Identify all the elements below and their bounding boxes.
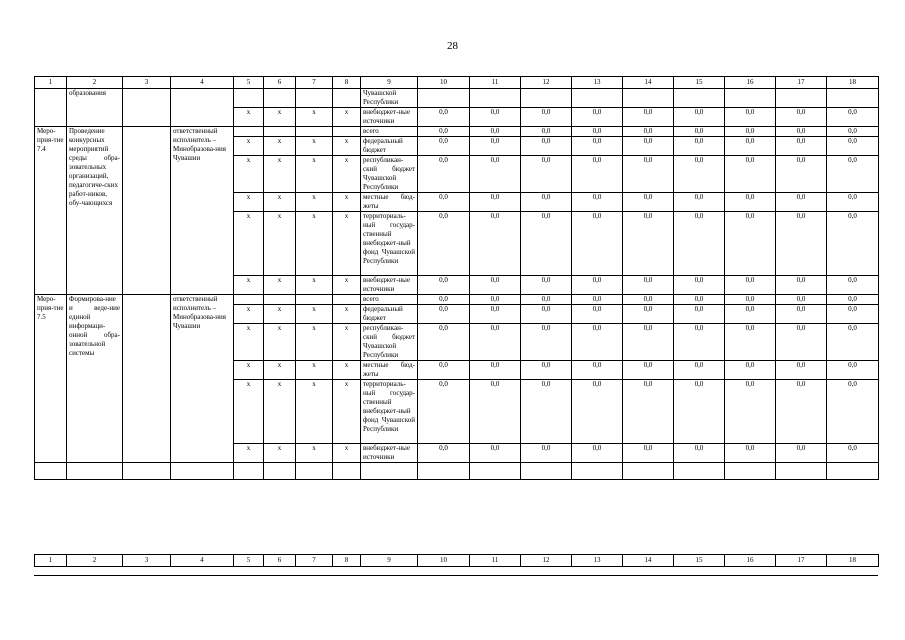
- header-cell: 18: [827, 77, 879, 89]
- x-mark: х: [296, 324, 333, 361]
- value-cell: 0,0: [674, 324, 725, 361]
- value-cell: 0,0: [776, 380, 827, 444]
- header-cell: 12: [521, 77, 572, 89]
- header-cell: 15: [674, 77, 725, 89]
- x-mark: х: [296, 108, 333, 127]
- x-mark: х: [264, 276, 296, 295]
- x-mark: х: [333, 156, 361, 193]
- x-mark: х: [296, 193, 333, 212]
- value-cell: 0,0: [470, 137, 521, 156]
- value-cell: 0,0: [725, 295, 776, 305]
- header-cell: 11: [470, 555, 521, 567]
- x-mark: х: [296, 137, 333, 156]
- value-cell: 0,0: [725, 156, 776, 193]
- value-cell: 0,0: [572, 324, 623, 361]
- value-cell: 0,0: [572, 380, 623, 444]
- header-cell: 9: [361, 77, 418, 89]
- table-cell: [296, 89, 333, 108]
- value-cell: 0,0: [725, 212, 776, 276]
- table-cell: [333, 89, 361, 108]
- x-mark: х: [333, 444, 361, 463]
- funding-source: Чувашской Республики: [361, 89, 418, 108]
- x-mark: х: [234, 305, 264, 324]
- value-cell: 0,0: [418, 193, 470, 212]
- value-cell: 0,0: [521, 324, 572, 361]
- x-mark: х: [296, 156, 333, 193]
- value-cell: 0,0: [418, 380, 470, 444]
- table-cell: [171, 89, 234, 127]
- value-cell: 0,0: [521, 108, 572, 127]
- activity-id: Меро-прия-тие 7.4: [35, 127, 67, 295]
- value-cell: 0,0: [623, 212, 674, 276]
- value-cell: 0,0: [827, 324, 879, 361]
- value-cell: 0,0: [470, 156, 521, 193]
- header-cell: 10: [418, 77, 470, 89]
- x-mark: х: [264, 156, 296, 193]
- value-cell: 0,0: [827, 305, 879, 324]
- spacer-row: [35, 463, 879, 480]
- x-mark: х: [264, 361, 296, 380]
- value-cell: 0,0: [623, 305, 674, 324]
- header-cell: 8: [333, 555, 361, 567]
- header-cell: 12: [521, 555, 572, 567]
- value-cell: 0,0: [674, 295, 725, 305]
- header-cell: 16: [725, 77, 776, 89]
- table-cell: [470, 89, 521, 108]
- value-cell: 0,0: [776, 127, 827, 137]
- value-cell: 0,0: [470, 295, 521, 305]
- table-cell: [123, 89, 171, 127]
- value-cell: 0,0: [827, 212, 879, 276]
- header-cell: 13: [572, 77, 623, 89]
- value-cell: 0,0: [470, 127, 521, 137]
- value-cell: 0,0: [674, 127, 725, 137]
- x-mark: х: [296, 305, 333, 324]
- value-cell: 0,0: [725, 324, 776, 361]
- value-cell: 0,0: [674, 193, 725, 212]
- value-cell: 0,0: [470, 324, 521, 361]
- value-cell: 0,0: [521, 127, 572, 137]
- x-mark: х: [234, 361, 264, 380]
- table-cell: [123, 127, 171, 295]
- table-cell: [521, 89, 572, 108]
- table-cell: [35, 89, 67, 127]
- header-cell: 8: [333, 77, 361, 89]
- funding-source: территориаль-ный государ-ственный внебюджет-ный фонд Чувашской Республики: [361, 212, 418, 276]
- value-cell: 0,0: [776, 156, 827, 193]
- table-cell: [264, 89, 296, 108]
- table-cell: [67, 463, 123, 480]
- value-cell: 0,0: [725, 108, 776, 127]
- value-cell: 0,0: [776, 444, 827, 463]
- x-mark: х: [333, 380, 361, 444]
- table-cell: [333, 295, 361, 305]
- value-cell: 0,0: [776, 361, 827, 380]
- value-cell: 0,0: [572, 212, 623, 276]
- value-cell: 0,0: [470, 276, 521, 295]
- activity-id: Меро-прия-тие 7.5: [35, 295, 67, 463]
- header-cell: 4: [171, 555, 234, 567]
- value-cell: 0,0: [827, 108, 879, 127]
- value-cell: 0,0: [827, 193, 879, 212]
- value-cell: 0,0: [674, 305, 725, 324]
- page-number: 28: [447, 40, 458, 52]
- x-mark: х: [296, 212, 333, 276]
- table-cell: [234, 89, 264, 108]
- x-mark: х: [333, 193, 361, 212]
- value-cell: 0,0: [572, 127, 623, 137]
- funding-source: территориаль-ный государ-ственный внебюджет-ный фонд Чувашской Республики: [361, 380, 418, 444]
- header-cell: 14: [623, 77, 674, 89]
- value-cell: 0,0: [674, 212, 725, 276]
- table-cell: [123, 295, 171, 463]
- table-cell: [418, 89, 470, 108]
- value-cell: 0,0: [623, 108, 674, 127]
- value-cell: 0,0: [418, 361, 470, 380]
- funding-source: республикан-ский бюджет Чувашской Республики: [361, 156, 418, 193]
- value-cell: 0,0: [623, 137, 674, 156]
- table-row: [35, 89, 879, 108]
- value-cell: 0,0: [674, 361, 725, 380]
- table-cell: [123, 463, 171, 480]
- value-cell: 0,0: [418, 324, 470, 361]
- x-mark: х: [333, 324, 361, 361]
- value-cell: 0,0: [725, 193, 776, 212]
- x-mark: х: [234, 212, 264, 276]
- x-mark: х: [333, 305, 361, 324]
- value-cell: 0,0: [572, 295, 623, 305]
- value-cell: 0,0: [470, 444, 521, 463]
- value-cell: 0,0: [470, 193, 521, 212]
- value-cell: 0,0: [725, 127, 776, 137]
- header-cell: 6: [264, 77, 296, 89]
- table-cell: [296, 463, 333, 480]
- table-cell: [827, 463, 879, 480]
- funding-source: внебюджет-ные источники: [361, 444, 418, 463]
- value-cell: 0,0: [725, 361, 776, 380]
- value-cell: 0,0: [827, 295, 879, 305]
- value-cell: 0,0: [418, 276, 470, 295]
- funding-source: местные бюд-жеты: [361, 193, 418, 212]
- value-cell: 0,0: [572, 156, 623, 193]
- value-cell: 0,0: [623, 127, 674, 137]
- value-cell: 0,0: [776, 137, 827, 156]
- activity-executor: ответственный исполнитель – Минобразова-ния Чувашии: [171, 295, 234, 463]
- value-cell: 0,0: [470, 380, 521, 444]
- value-cell: 0,0: [418, 137, 470, 156]
- header-cell: 5: [234, 555, 264, 567]
- value-cell: 0,0: [418, 212, 470, 276]
- value-cell: 0,0: [674, 380, 725, 444]
- header-cell: 1: [35, 77, 67, 89]
- header-cell: 2: [67, 555, 123, 567]
- table-cell: [572, 463, 623, 480]
- header-cell: 9: [361, 555, 418, 567]
- funding-source: республикан-ский бюджет Чувашской Республики: [361, 324, 418, 361]
- table-cell: [418, 463, 470, 480]
- header-row: [35, 555, 879, 567]
- x-mark: х: [333, 108, 361, 127]
- value-cell: 0,0: [470, 212, 521, 276]
- x-mark: х: [234, 193, 264, 212]
- value-cell: 0,0: [418, 295, 470, 305]
- value-cell: 0,0: [521, 276, 572, 295]
- table-cell: [674, 89, 725, 108]
- value-cell: 0,0: [674, 156, 725, 193]
- value-cell: 0,0: [776, 324, 827, 361]
- x-mark: х: [296, 276, 333, 295]
- footer-rule: [34, 575, 878, 576]
- value-cell: 0,0: [470, 305, 521, 324]
- activity-name: образования: [67, 89, 123, 127]
- x-mark: х: [234, 276, 264, 295]
- table-cell: [361, 463, 418, 480]
- value-cell: 0,0: [418, 127, 470, 137]
- table-cell: [296, 295, 333, 305]
- value-cell: 0,0: [521, 193, 572, 212]
- x-mark: х: [296, 444, 333, 463]
- value-cell: 0,0: [623, 295, 674, 305]
- value-cell: 0,0: [623, 380, 674, 444]
- x-mark: х: [264, 193, 296, 212]
- header-cell: 18: [827, 555, 879, 567]
- x-mark: х: [333, 137, 361, 156]
- x-mark: х: [264, 324, 296, 361]
- funding-source: федеральный бюджет: [361, 137, 418, 156]
- budget-table: [34, 76, 879, 480]
- value-cell: 0,0: [725, 276, 776, 295]
- funding-source: внебюджет-ные источники: [361, 108, 418, 127]
- header-cell: 17: [776, 555, 827, 567]
- header-cell: 1: [35, 555, 67, 567]
- table-cell: [296, 127, 333, 137]
- header-cell: 5: [234, 77, 264, 89]
- value-cell: 0,0: [674, 276, 725, 295]
- x-mark: х: [264, 444, 296, 463]
- x-mark: х: [333, 276, 361, 295]
- table-cell: [171, 463, 234, 480]
- x-mark: х: [264, 137, 296, 156]
- table-cell: [264, 463, 296, 480]
- value-cell: 0,0: [776, 295, 827, 305]
- header-cell: 17: [776, 77, 827, 89]
- value-cell: 0,0: [725, 380, 776, 444]
- value-cell: 0,0: [776, 212, 827, 276]
- value-cell: 0,0: [572, 444, 623, 463]
- table-cell: [234, 463, 264, 480]
- table-cell: [674, 463, 725, 480]
- value-cell: 0,0: [674, 137, 725, 156]
- table-cell: [827, 89, 879, 108]
- value-cell: 0,0: [572, 276, 623, 295]
- activity-executor: ответственный исполнитель – Минобразова-ния Чувашии: [171, 127, 234, 295]
- table-cell: [725, 89, 776, 108]
- x-mark: х: [234, 324, 264, 361]
- table-cell: [264, 295, 296, 305]
- value-cell: 0,0: [521, 295, 572, 305]
- table-cell: [623, 89, 674, 108]
- x-mark: х: [234, 137, 264, 156]
- value-cell: 0,0: [470, 108, 521, 127]
- value-cell: 0,0: [827, 127, 879, 137]
- table-cell: [776, 463, 827, 480]
- x-mark: х: [264, 212, 296, 276]
- activity-name: Проведение конкурсных мероприятий среды обра-зовательных организаций, педагогиче-ских работ-ников, обу-чающихся: [67, 127, 123, 295]
- funding-source: всего: [361, 127, 418, 137]
- value-cell: 0,0: [827, 156, 879, 193]
- value-cell: 0,0: [470, 361, 521, 380]
- value-cell: 0,0: [623, 324, 674, 361]
- value-cell: 0,0: [418, 444, 470, 463]
- value-cell: 0,0: [725, 305, 776, 324]
- header-cell: 14: [623, 555, 674, 567]
- x-mark: х: [333, 361, 361, 380]
- table-cell: [35, 463, 67, 480]
- funding-source: местные бюд-жеты: [361, 361, 418, 380]
- header-cell: 2: [67, 77, 123, 89]
- value-cell: 0,0: [827, 361, 879, 380]
- table-cell: [521, 463, 572, 480]
- header-cell: 10: [418, 555, 470, 567]
- funding-source: всего: [361, 295, 418, 305]
- value-cell: 0,0: [776, 276, 827, 295]
- x-mark: х: [264, 305, 296, 324]
- value-cell: 0,0: [623, 276, 674, 295]
- table-row: [35, 295, 879, 305]
- value-cell: 0,0: [623, 361, 674, 380]
- header-cell: 4: [171, 77, 234, 89]
- x-mark: х: [234, 156, 264, 193]
- header-cell: 15: [674, 555, 725, 567]
- value-cell: 0,0: [725, 444, 776, 463]
- value-cell: 0,0: [827, 276, 879, 295]
- value-cell: 0,0: [521, 444, 572, 463]
- table-cell: [333, 463, 361, 480]
- value-cell: 0,0: [827, 380, 879, 444]
- value-cell: 0,0: [623, 193, 674, 212]
- value-cell: 0,0: [674, 108, 725, 127]
- x-mark: х: [234, 444, 264, 463]
- table-row: [35, 127, 879, 137]
- table-cell: [776, 89, 827, 108]
- x-mark: х: [234, 108, 264, 127]
- value-cell: 0,0: [623, 444, 674, 463]
- value-cell: 0,0: [572, 108, 623, 127]
- value-cell: 0,0: [827, 444, 879, 463]
- x-mark: х: [333, 212, 361, 276]
- value-cell: 0,0: [521, 305, 572, 324]
- footer-header-table: [34, 554, 879, 567]
- value-cell: 0,0: [521, 212, 572, 276]
- value-cell: 0,0: [418, 108, 470, 127]
- value-cell: 0,0: [418, 305, 470, 324]
- value-cell: 0,0: [827, 137, 879, 156]
- table-cell: [470, 463, 521, 480]
- header-cell: 7: [296, 77, 333, 89]
- value-cell: 0,0: [521, 137, 572, 156]
- table-cell: [572, 89, 623, 108]
- header-row: [35, 77, 879, 89]
- value-cell: 0,0: [521, 156, 572, 193]
- header-cell: 7: [296, 555, 333, 567]
- value-cell: 0,0: [572, 137, 623, 156]
- funding-source: федеральный бюджет: [361, 305, 418, 324]
- header-cell: 11: [470, 77, 521, 89]
- value-cell: 0,0: [776, 305, 827, 324]
- x-mark: х: [296, 361, 333, 380]
- value-cell: 0,0: [776, 193, 827, 212]
- x-mark: х: [234, 380, 264, 444]
- value-cell: 0,0: [674, 444, 725, 463]
- x-mark: х: [264, 380, 296, 444]
- table-cell: [234, 295, 264, 305]
- funding-source: внебюджет-ные источники: [361, 276, 418, 295]
- x-mark: х: [296, 380, 333, 444]
- table-cell: [725, 463, 776, 480]
- x-mark: х: [264, 108, 296, 127]
- value-cell: 0,0: [418, 156, 470, 193]
- header-cell: 16: [725, 555, 776, 567]
- value-cell: 0,0: [521, 380, 572, 444]
- table-cell: [264, 127, 296, 137]
- table-cell: [333, 127, 361, 137]
- header-cell: 3: [123, 555, 171, 567]
- value-cell: 0,0: [725, 137, 776, 156]
- value-cell: 0,0: [572, 193, 623, 212]
- header-cell: 13: [572, 555, 623, 567]
- value-cell: 0,0: [572, 361, 623, 380]
- value-cell: 0,0: [776, 108, 827, 127]
- value-cell: 0,0: [521, 361, 572, 380]
- value-cell: 0,0: [572, 305, 623, 324]
- activity-name: Формирова-ние и веде-ние единой информаци-онной обра-зовательной системы: [67, 295, 123, 463]
- table-cell: [234, 127, 264, 137]
- value-cell: 0,0: [623, 156, 674, 193]
- table-cell: [623, 463, 674, 480]
- header-cell: 3: [123, 77, 171, 89]
- header-cell: 6: [264, 555, 296, 567]
